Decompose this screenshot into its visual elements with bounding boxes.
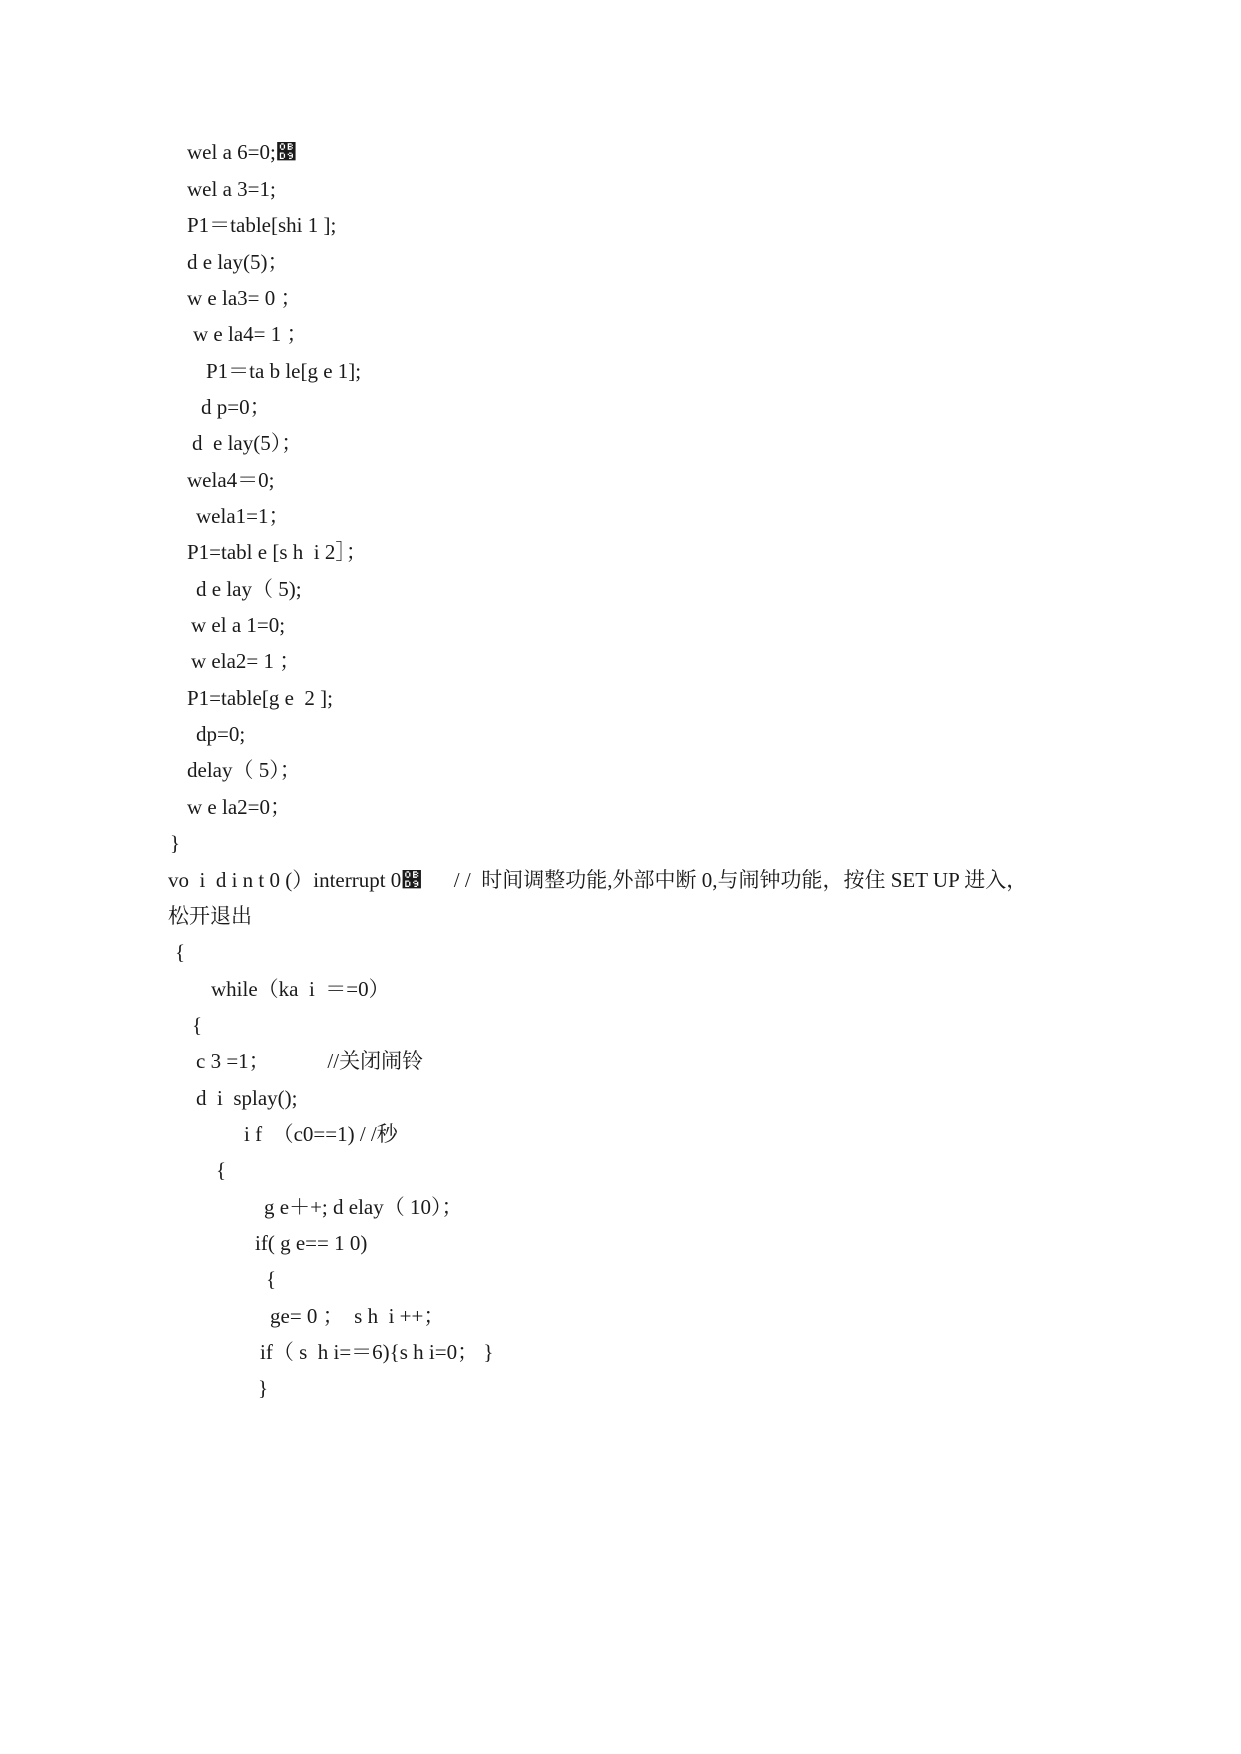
code-line: d i splay(); <box>196 1086 298 1110</box>
code-line: { <box>175 940 186 964</box>
code-line: w e la4= 1 ； <box>193 322 308 346</box>
code-line: if( g e== 1 0) <box>255 1231 368 1255</box>
code-line: ge= 0 ； s h i ++； <box>270 1304 445 1328</box>
code-line: c 3 =1； //关闭闹铃 <box>196 1049 424 1073</box>
code-line: P1=table[g e 2 ]; <box>187 686 333 710</box>
code-line: d e lay(5)； <box>187 250 289 274</box>
code-line: if（ s h i=＝6){s h i=0； } <box>260 1340 494 1364</box>
code-line: } <box>170 831 181 855</box>
code-line: wela1=1； <box>196 504 290 528</box>
code-line: 松开退出 <box>168 904 252 928</box>
code-line: i f （c0==1) / /秒 <box>244 1122 398 1146</box>
code-line: { <box>266 1267 277 1291</box>
code-line: w e la2=0； <box>187 795 291 819</box>
code-line: d e lay（ 5); <box>196 577 302 601</box>
code-line: wel a 3=1; <box>187 177 276 201</box>
code-line: { <box>216 1158 227 1182</box>
code-line: wel a 6=0;௙ <box>187 140 297 164</box>
code-line: w el a 1=0; <box>191 613 286 637</box>
code-line: delay（ 5）； <box>187 758 301 782</box>
code-line: } <box>258 1376 269 1400</box>
code-line: P1＝table[shi 1 ]; <box>187 213 337 237</box>
code-line: g e＋+; d elay（ 10）； <box>264 1195 463 1219</box>
code-line: d p=0； <box>201 395 271 419</box>
code-line: vo i d i n t 0 (）interrupt 0௙ / / 时间调整功能,外部中断 0,与闹钟功能，按住 SET UP 进入， <box>168 868 1028 892</box>
code-line: { <box>192 1013 203 1037</box>
code-line: dp=0; <box>196 722 246 746</box>
code-line: wela4＝0; <box>187 468 275 492</box>
code-line: w e la3= 0 ； <box>187 286 302 310</box>
code-line: d e lay(5）； <box>192 431 303 455</box>
code-line: w ela2= 1 ； <box>191 649 301 673</box>
code-line: P1＝ta b le[g e 1]; <box>206 359 362 383</box>
code-line: P1=tabl e [s h i 2］； <box>187 540 367 564</box>
code-line: while（ka i ＝=0） <box>211 977 390 1001</box>
